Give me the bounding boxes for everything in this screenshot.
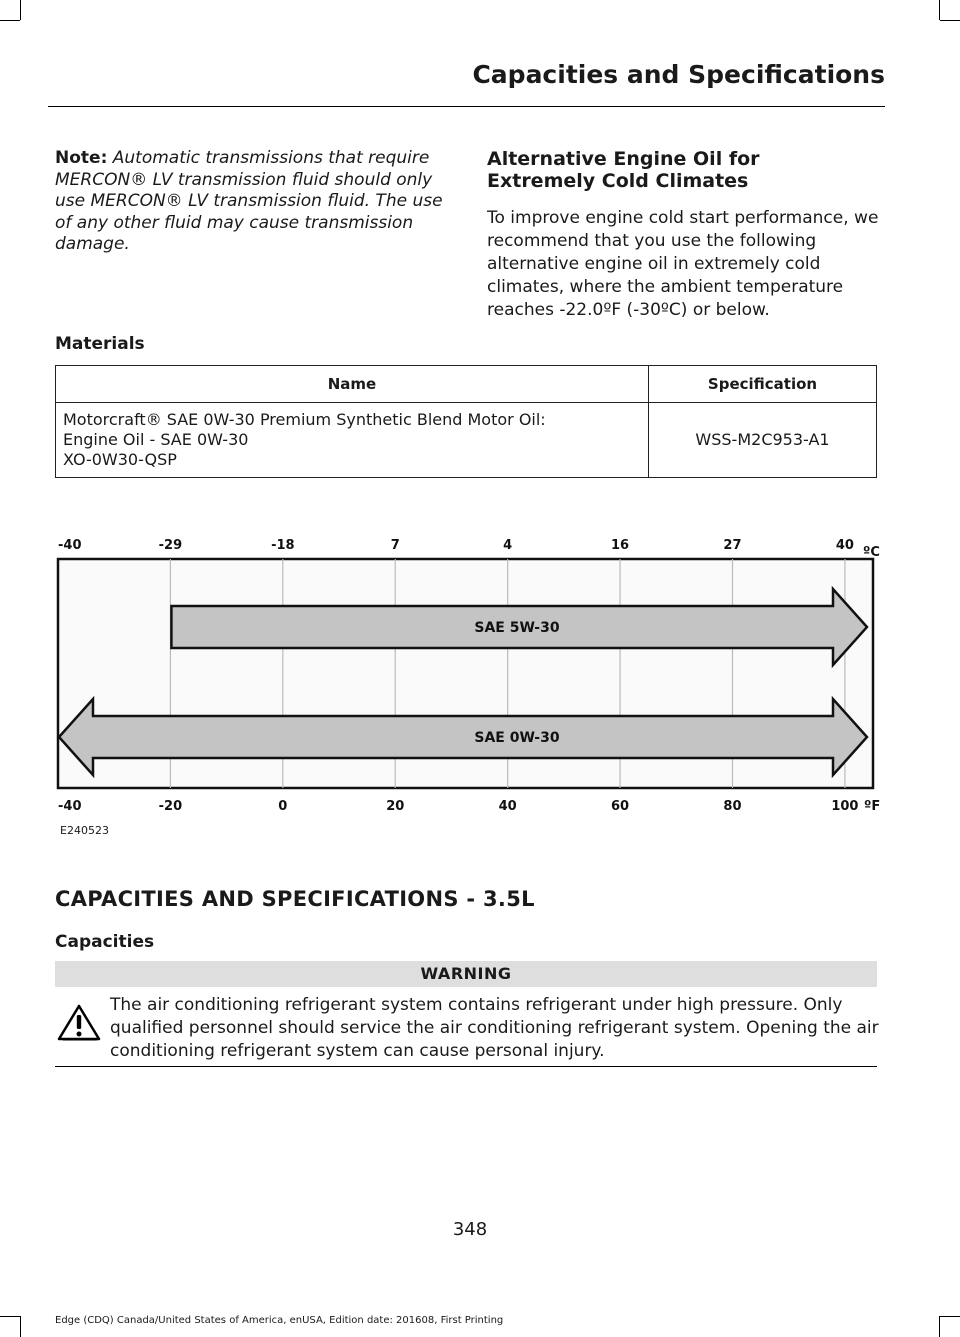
- materials-table: [55, 365, 877, 478]
- celsius-tick-label: -18: [271, 538, 295, 553]
- range-bar-label: SAE 5W-30: [474, 620, 560, 636]
- header-divider: [48, 106, 885, 107]
- alt-oil-body: To improve engine cold start performance, we recommend that you use the following alternative engine oil in extremely cold climates, where the ambient temperature reaches -22.0ºF (-30ºC) or below.: [487, 208, 879, 320]
- fahrenheit-tick-label: 40: [498, 799, 517, 814]
- alt-oil-heading-line2: Extremely Cold Climates: [487, 170, 749, 192]
- transmission-note: [55, 148, 455, 256]
- crop-mark: [939, 1316, 940, 1337]
- warning-text: The air conditioning refrigerant system contains refrigerant under high pressure. Only qualified personnel should service the air conditioning refrigerant system. Opening the air conditioning refrigerant system can cause personal injury.: [110, 995, 879, 1061]
- crop-mark: [940, 20, 960, 21]
- capacities-subheading: Capacities: [55, 932, 155, 952]
- alt-oil-heading-line1: Alternative Engine Oil for: [487, 148, 760, 170]
- range-bar-label: SAE 0W-30: [474, 730, 560, 746]
- col-header-specification: Specification: [649, 366, 877, 403]
- col-header-name: Name: [56, 366, 649, 403]
- oil-temperature-chart: [55, 526, 882, 816]
- celsius-tick-label: 27: [723, 538, 742, 553]
- celsius-tick-label: 16: [611, 538, 630, 553]
- capacities-heading: CAPACITIES AND SPECIFICATIONS - 3.5L: [55, 887, 535, 911]
- page-number: 348: [452, 1219, 488, 1240]
- note-text: Automatic transmissions that require MERCON® LV transmission fluid should only use MERCON® LV transmission fluid. The use of any other fluid may cause transmission damage.: [55, 148, 443, 254]
- celsius-tick-label: 40: [835, 538, 854, 553]
- alt-oil-heading: [487, 148, 882, 192]
- celsius-tick-label: 7: [390, 538, 400, 553]
- crop-mark: [939, 0, 940, 20]
- table-row: [56, 403, 877, 478]
- cell-material-spec: WSS-M2C953-A1: [649, 403, 877, 478]
- table-header-row: [56, 366, 877, 403]
- fahrenheit-tick-label: 100: [831, 799, 859, 814]
- crop-mark: [0, 20, 20, 21]
- material-name-line3: XO-0W30-QSP: [63, 450, 177, 469]
- celsius-tick-label: 4: [503, 538, 513, 553]
- crop-mark: [20, 1316, 21, 1337]
- crop-mark: [0, 1316, 20, 1317]
- warning-divider: [55, 1066, 877, 1067]
- fahrenheit-tick-label: 80: [723, 799, 742, 814]
- cell-material-name: [56, 403, 649, 478]
- crop-mark: [20, 0, 21, 20]
- page-header-title: Capacities and Specifications: [472, 60, 885, 89]
- crop-mark: [940, 1316, 960, 1317]
- celsius-unit-label: ºC: [863, 545, 880, 560]
- fahrenheit-tick-label: 0: [278, 799, 288, 814]
- footer-text: Edge (CDQ) Canada/United States of America, enUSA, Edition date: 201608, First Printing: [55, 1315, 504, 1326]
- note-label: Note:: [55, 148, 108, 168]
- fahrenheit-unit-label: ºF: [864, 799, 881, 814]
- material-name-line1: Motorcraft® SAE 0W-30 Premium Synthetic Blend Motor Oil:: [63, 410, 546, 429]
- fahrenheit-tick-label: -40: [58, 799, 82, 814]
- warning-triangle-icon: [57, 1004, 101, 1042]
- celsius-tick-label: -29: [158, 538, 183, 553]
- fahrenheit-tick-label: 60: [611, 799, 630, 814]
- materials-title: Materials: [55, 334, 145, 354]
- warning-banner: WARNING: [55, 961, 877, 987]
- fahrenheit-tick-label: 20: [386, 799, 405, 814]
- material-name-line2: Engine Oil - SAE 0W-30: [63, 430, 249, 449]
- celsius-tick-label: -40: [58, 538, 82, 553]
- figure-id: E240523: [60, 824, 109, 837]
- fahrenheit-tick-label: -20: [158, 799, 183, 814]
